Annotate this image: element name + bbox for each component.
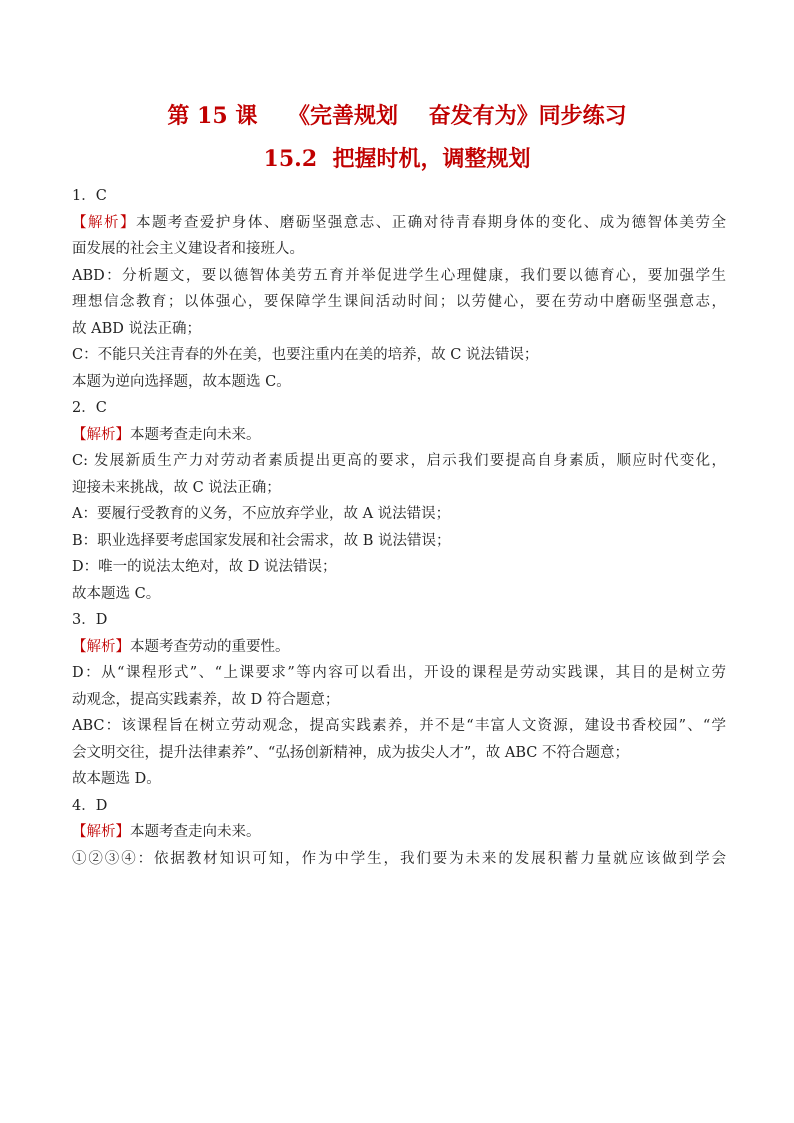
analysis-bracket: 【解析】 (72, 638, 130, 655)
explanation-line: C：不能只关注青春的外在美，也要注重内在美的培养，故 C 说法错误； (72, 347, 539, 363)
explanation-line: ①②③④：依据教材知识可知，作为中学生，我们要为未来的发展积蓄力量就应该做到学会 (72, 850, 726, 867)
explanation-line: 动观念，提高实践素养，故 D 符合题意； (72, 691, 340, 708)
explanation-line: 迎接未来挑战，故 C 说法正确； (72, 479, 281, 496)
analysis-line (72, 634, 726, 661)
explanation-line: 故 ABD 说法正确； (72, 320, 201, 337)
analysis-text: 本题考查走向未来。 (130, 824, 261, 840)
analysis-text: 本题考查走向未来。 (130, 426, 261, 443)
explanation-line: C: 发展新质生产力对劳动者素质提出更高的要求，启示我们要提高自身素质，顺应时代变化， (72, 453, 726, 469)
explanation-line: 故本题选 C。 (72, 585, 161, 602)
document-subtitle: 15.2 把握时机，调整规划 (263, 146, 531, 172)
explanation-line: B：职业选择要考虑国家发展和社会需求，故 B 说法错误； (72, 532, 451, 549)
explanation-line: 会文明交往，提升法律素养”、“弘扬创新精神，成为拔尖人才”，故 ABC 不符合题意； (72, 744, 629, 761)
analysis-bracket: 【解析】 (72, 214, 136, 231)
explanation-line: 故本题选 D。 (72, 771, 161, 787)
explanation-line: D：唯一的说法太绝对，故 D 说法错误； (72, 559, 337, 575)
answer-number: 4．D (72, 797, 108, 814)
explanation-line: D：从“课程形式”、“上课要求”等内容可以看出，开设的课程是劳动实践课，其目的是树立劳 (72, 665, 726, 681)
explanation-line: ABC：该课程旨在树立劳动观念，提高实践素养，并不是“丰富人文资源，建设书香校园”、“学 (72, 718, 726, 734)
explanation-line: A：要履行受教育的义务，不应放弃学业，故 A 说法错误； (72, 506, 451, 522)
explanation-line: 本题为逆向选择题，故本题选 C。 (72, 373, 291, 390)
analysis-text: 本题考查爱护身体、磨砺坚强意志、正确对待青春期身体的变化、成为德智体美劳全 (135, 214, 726, 231)
answer-number: 3．D (72, 612, 108, 628)
analysis-bracket: 【解析】 (72, 426, 130, 443)
document-title: 第 15 课 《完善规划 奋发有为》同步练习 (167, 103, 627, 129)
analysis-bracket: 【解析】 (72, 824, 130, 840)
analysis-line (72, 819, 726, 846)
explanation-line: ABD：分析题文，要以德智体美劳五育并举促进学生心理健康，我们要以德育心，要加强学生 (72, 267, 726, 284)
answer-number: 1．C (72, 188, 107, 204)
explanation-line: 理想信念教育；以体强心，要保障学生课间活动时间；以劳健心，要在劳动中磨砺坚强意志， (72, 294, 726, 310)
answer-content (72, 183, 726, 872)
analysis-line (72, 210, 726, 237)
analysis-line (72, 422, 726, 449)
analysis-text: 本题考查劳动的重要性。 (130, 638, 290, 655)
analysis-line: 面发展的社会主义建设者和接班人。 (72, 241, 304, 257)
answer-number: 2．C (72, 400, 107, 416)
